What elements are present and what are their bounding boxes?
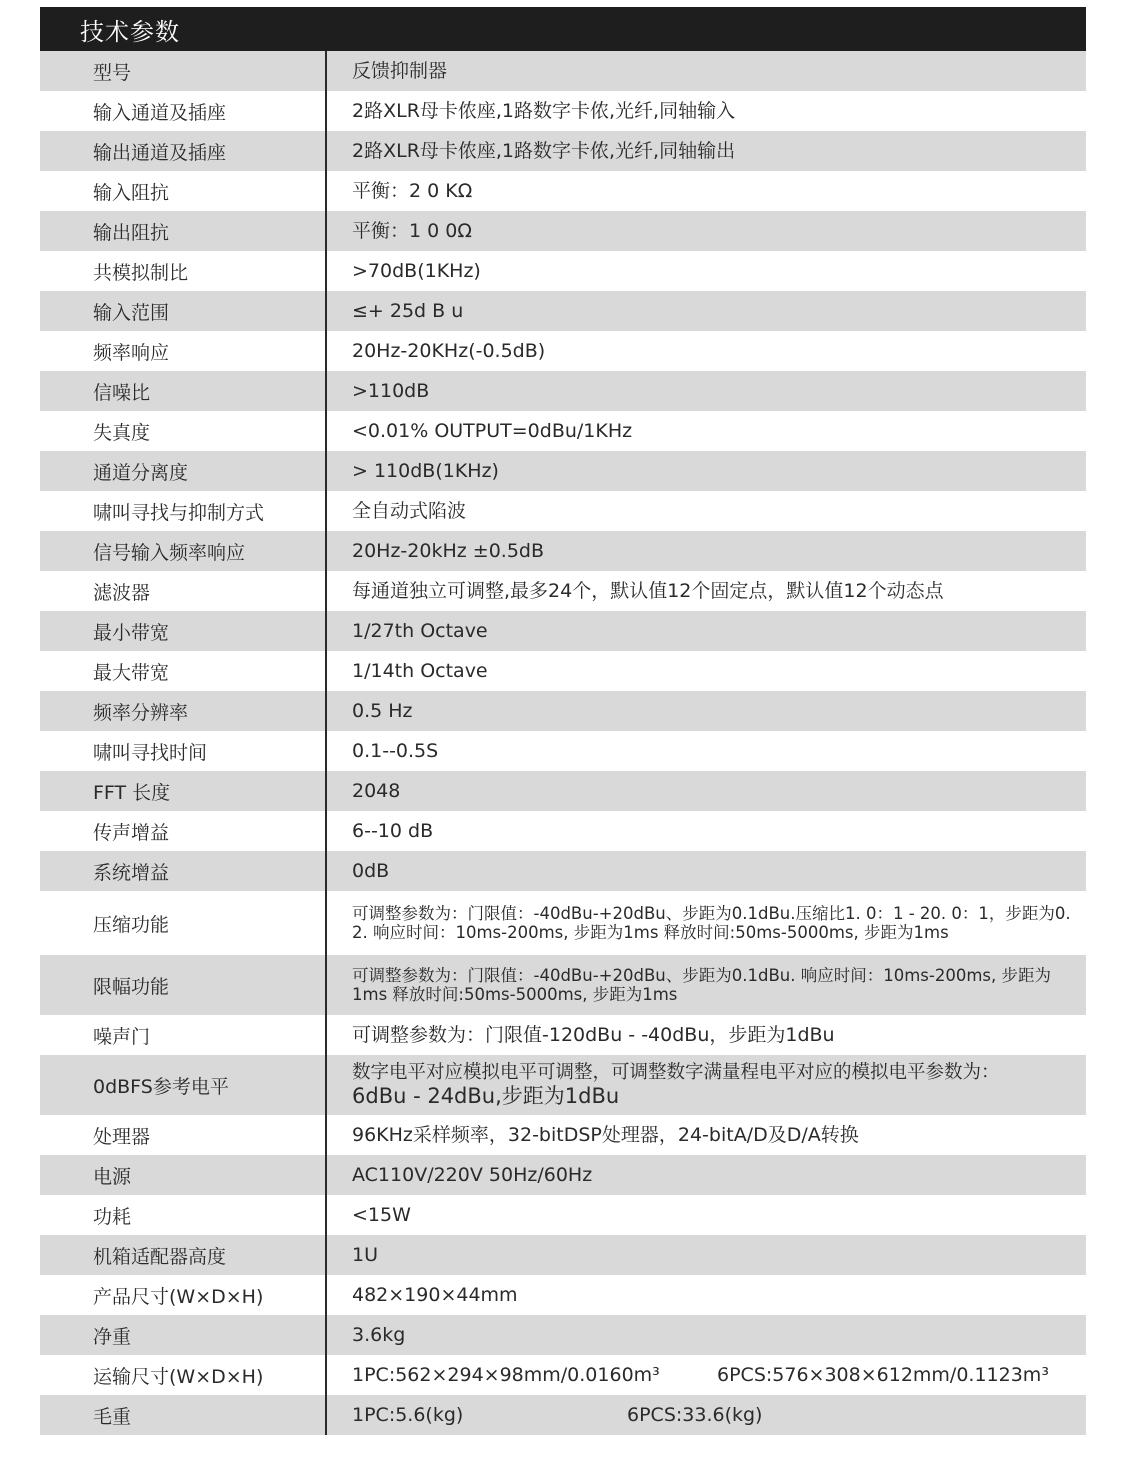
spec-row [40, 1275, 1086, 1315]
spec-row [40, 891, 1086, 955]
spec-value-line: 数字电平对应模拟电平可调整，可调整数字满量程电平对应的模拟电平参数为： [352, 1061, 1000, 1083]
spec-label: 信噪比 [93, 381, 151, 404]
spec-label: 限幅功能 [93, 975, 170, 998]
spec-value: 0dB [352, 859, 390, 882]
spec-row [40, 251, 1086, 291]
spec-row [40, 211, 1086, 251]
spec-value: 平衡：2 0 KΩ [352, 179, 473, 202]
spec-value: 反馈抑制器 [352, 59, 448, 82]
spec-value: 3.6kg [352, 1323, 406, 1346]
spec-value: 1U [352, 1243, 378, 1266]
spec-value [325, 1062, 1086, 1109]
spec-row [40, 1355, 1086, 1395]
spec-row [40, 411, 1086, 451]
spec-value: 可调整参数为：门限值-120dBu - -40dBu，步距为1dBu [352, 1023, 835, 1046]
spec-row [40, 691, 1086, 731]
spec-row [40, 731, 1086, 771]
spec-value [325, 1364, 1086, 1386]
spec-value: 每通道独立可调整,最多24个，默认值12个固定点，默认值12个动态点 [352, 579, 944, 602]
spec-label: 处理器 [93, 1125, 151, 1148]
spec-row [40, 291, 1086, 331]
spec-value: <15W [352, 1203, 411, 1226]
spec-value: 20Hz-20kHz ±0.5dB [352, 539, 545, 562]
spec-label: 最小带宽 [93, 621, 170, 644]
spec-value: 2048 [352, 779, 401, 802]
spec-value-part: 6PCS:33.6(kg) [627, 1403, 763, 1426]
spec-value: >110dB [352, 379, 430, 402]
spec-label: 型号 [93, 61, 132, 84]
spec-value: 平衡：1 0 0Ω [352, 219, 472, 242]
spec-value: 全自动式陷波 [352, 499, 467, 522]
spec-row [40, 1235, 1086, 1275]
spec-label: 电源 [93, 1165, 132, 1188]
spec-value: <0.01% OUTPUT=0dBu/1KHz [352, 419, 633, 442]
spec-label: 滤波器 [93, 581, 151, 604]
section-title: 技术参数 [80, 17, 180, 46]
spec-value: >70dB(1KHz) [352, 259, 481, 282]
spec-value: 2路XLR母卡侬座,1路数字卡侬,光纤,同轴输入 [352, 99, 736, 122]
spec-row [40, 811, 1086, 851]
spec-label: FFT 长度 [93, 781, 171, 804]
spec-label: 输入范围 [93, 301, 170, 324]
spec-label: 功耗 [93, 1205, 132, 1228]
spec-label: 信号输入频率响应 [93, 541, 246, 564]
spec-row [40, 651, 1086, 691]
spec-value: ≤+ 25d B u [352, 299, 464, 322]
spec-row [40, 571, 1086, 611]
spec-label: 输出阻抗 [93, 221, 170, 244]
spec-value: 1/14th Octave [352, 659, 488, 682]
spec-label: 输入阻抗 [93, 181, 170, 204]
spec-value: 0.5 Hz [352, 699, 413, 722]
spec-row [40, 491, 1086, 531]
spec-row [40, 1315, 1086, 1355]
spec-value: 2路XLR母卡侬座,1路数字卡侬,光纤,同轴输出 [352, 139, 736, 162]
spec-label: 啸叫寻找时间 [93, 741, 208, 764]
spec-value: > 110dB(1KHz) [352, 459, 499, 482]
spec-row [40, 955, 1086, 1015]
spec-value: 20Hz-20KHz(-0.5dB) [352, 339, 546, 362]
spec-label: 传声增益 [93, 821, 170, 844]
spec-label: 输入通道及插座 [93, 101, 227, 124]
spec-label: 共模拟制比 [93, 261, 189, 284]
spec-row [40, 1195, 1086, 1235]
spec-value-part: 1PC:562×294×98mm/0.0160m³ [352, 1363, 660, 1386]
spec-row [40, 1155, 1086, 1195]
spec-label: 最大带宽 [93, 661, 170, 684]
spec-table [40, 51, 1086, 1435]
spec-row [40, 131, 1086, 171]
spec-label: 通道分离度 [93, 461, 189, 484]
spec-value-part: 6PCS:576×308×612mm/0.1123m³ [717, 1363, 1049, 1386]
spec-value: AC110V/220V 50Hz/60Hz [352, 1163, 593, 1186]
spec-row [40, 1115, 1086, 1155]
spec-sheet [40, 7, 1086, 1435]
spec-value: 6--10 dB [352, 819, 434, 842]
spec-label: 净重 [93, 1325, 132, 1348]
spec-row [40, 611, 1086, 651]
column-divider [325, 51, 327, 1435]
spec-label: 0dBFS参考电平 [93, 1075, 229, 1098]
section-header [40, 7, 1086, 51]
spec-label: 毛重 [93, 1405, 132, 1428]
spec-row [40, 171, 1086, 211]
spec-value: 96KHz采样频率，32-bitDSP处理器，24-bitA/D及D/A转换 [352, 1123, 859, 1146]
spec-row [40, 51, 1086, 91]
spec-row [40, 451, 1086, 491]
spec-row [40, 531, 1086, 571]
spec-label: 产品尺寸(W×D×H) [93, 1285, 264, 1308]
spec-label: 机箱适配器高度 [93, 1245, 227, 1268]
spec-row [40, 1015, 1086, 1055]
spec-row [40, 771, 1086, 811]
spec-row [40, 1055, 1086, 1115]
spec-row [40, 851, 1086, 891]
spec-row [40, 91, 1086, 131]
spec-value: 可调整参数为：门限值：-40dBu-+20dBu、步距为0.1dBu. 响应时间：10ms-200ms, 步距为1ms 释放时间:50ms-5000ms, 步距为1ms [352, 965, 1051, 1004]
spec-value: 0.1--0.5S [352, 739, 439, 762]
spec-row [40, 371, 1086, 411]
spec-value [325, 1404, 1086, 1426]
spec-label: 频率分辨率 [93, 701, 189, 724]
spec-value: 可调整参数为：门限值：-40dBu-+20dBu、步距为0.1dBu.压缩比1. 0：1 - 20. 0：1，步距为0. 2. 响应时间：10ms-200ms, 步距为1ms 释放时间:50ms-5000ms, 步距为1ms [352, 903, 1071, 942]
spec-row [40, 331, 1086, 371]
spec-label: 噪声门 [93, 1025, 151, 1048]
spec-label: 啸叫寻找与抑制方式 [93, 501, 265, 524]
spec-value: 482×190×44mm [352, 1283, 518, 1306]
spec-label: 运输尺寸(W×D×H) [93, 1365, 264, 1388]
spec-row [40, 1395, 1086, 1435]
spec-value: 1/27th Octave [352, 619, 488, 642]
spec-value-line: 6dBu - 24dBu,步距为1dBu [352, 1083, 620, 1108]
spec-label: 失真度 [93, 421, 151, 444]
spec-label: 频率响应 [93, 341, 170, 364]
spec-value-part: 1PC:5.6(kg) [352, 1403, 464, 1426]
spec-label: 系统增益 [93, 861, 170, 884]
spec-label: 压缩功能 [93, 913, 170, 936]
spec-label: 输出通道及插座 [93, 141, 227, 164]
